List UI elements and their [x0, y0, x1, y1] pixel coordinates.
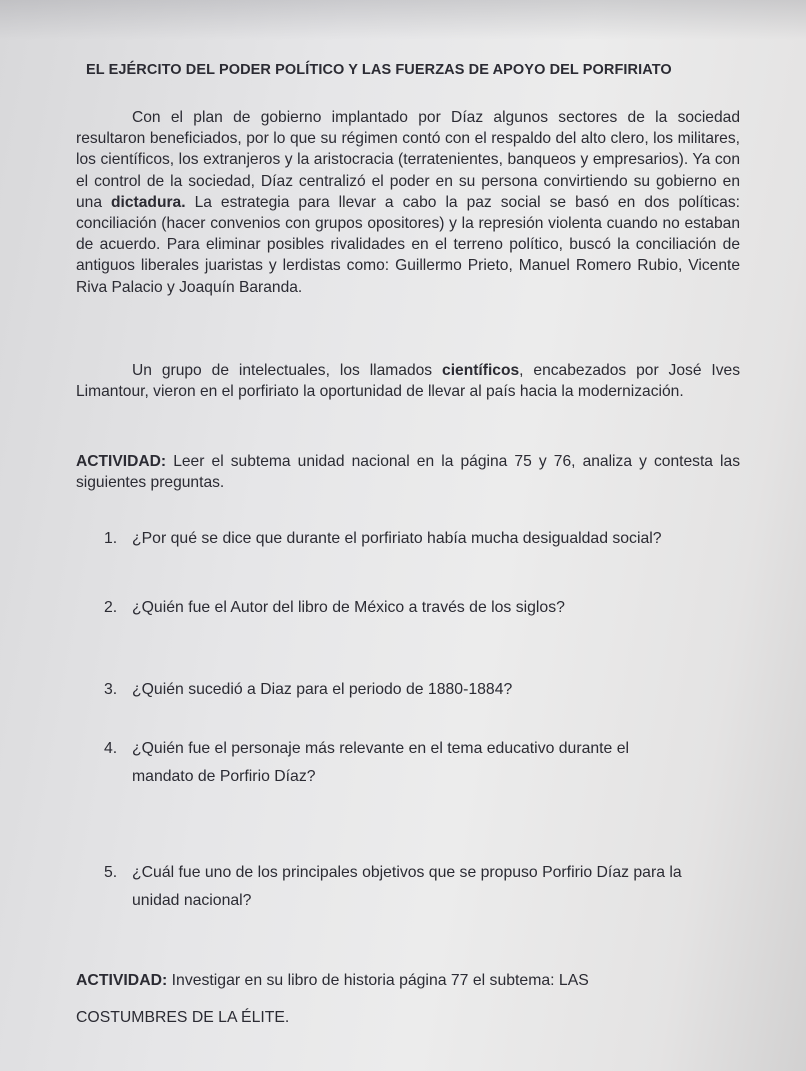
- document-title: EL EJÉRCITO DEL PODER POLÍTICO Y LAS FUERZAS DE APOYO DEL PORFIRIATO: [86, 62, 672, 78]
- question-text-continued: unidad nacional?: [132, 892, 252, 909]
- question-text: ¿Quién fue el personaje más relevante en el tema educativo durante el: [132, 740, 630, 757]
- activity1-label: ACTIVIDAD:: [76, 453, 167, 470]
- paragraph1-text-b: La estrategia para llevar a cabo la paz social se basó en dos políticas: conciliación (hacer convenios con grupos opositores) y la represión violenta cuando no estaban de acuerdo. Para eliminar posibles rivalidades en el terreno político, buscó la conciliación de antiguos liberales juaristas y lerdistas como: Guillermo Prieto, Manuel Romero Rubio, Vicente Riva Palacio y Joaquín Baranda.: [76, 193, 740, 296]
- question-text: ¿Por qué se dice que durante el porfiriato había mucha desigualdad social?: [132, 530, 662, 547]
- activity1-text: Leer el subtema unidad nacional en la página 75 y 76, analiza y contesta las siguientes preguntas.: [76, 453, 740, 492]
- question-4: [104, 735, 754, 791]
- question-5: [104, 859, 754, 915]
- question-text: ¿Quién sucedió a Diaz para el periodo de 1880-1884?: [132, 681, 513, 698]
- paragraph2-bold: científicos: [442, 362, 520, 379]
- question-3: [104, 676, 754, 704]
- paragraph-cientificos: [76, 360, 740, 402]
- question-number: 3.: [104, 681, 118, 698]
- question-1: [104, 525, 754, 553]
- question-text: ¿Quién fue el Autor del libro de México a través de los siglos?: [132, 599, 565, 616]
- final-activity: [76, 962, 696, 1036]
- question-number: 2.: [104, 599, 118, 616]
- activity2-label: ACTIVIDAD:: [76, 972, 168, 989]
- paragraph2-text-b: , encabezados por José Ives Limantour, vieron en el porfiriato la oportunidad de llevar al país hacia la modernización.: [76, 362, 741, 401]
- question-number: 1.: [104, 530, 118, 547]
- question-2: [104, 594, 754, 622]
- paragraph1-bold: dictadura.: [111, 193, 186, 211]
- paragraph-porfiriato-support: [76, 107, 740, 298]
- question-text-continued: mandato de Porfirio Díaz?: [132, 768, 316, 785]
- question-number: 4.: [104, 740, 118, 757]
- question-number: 5.: [104, 864, 118, 881]
- paragraph1-text-a: Con el plan de gobierno implantado por Díaz algunos sectores de la sociedad resultaron beneficiados, por lo que su régimen contó con el respaldo del alto clero, los militares, los científicos, los extranjeros y la aristocracia (terratenientes, banqueos y empresarios). Ya con el control de la sociedad, Díaz centralizó el poder en su persona convirtiendo su gobierno en una: [76, 109, 740, 211]
- activity2-text: Investigar en su libro de historia página 77 el subtema: LAS COSTUMBRES DE LA ÉLITE.: [76, 972, 589, 1026]
- photo-shadow: [0, 0, 806, 40]
- paragraph2-text-a: Un grupo de intelectuales, los llamados: [132, 362, 443, 379]
- activity-instructions: [76, 451, 740, 493]
- question-text: ¿Cuál fue uno de los principales objetivos que se propuso Porfirio Díaz para la: [132, 864, 682, 881]
